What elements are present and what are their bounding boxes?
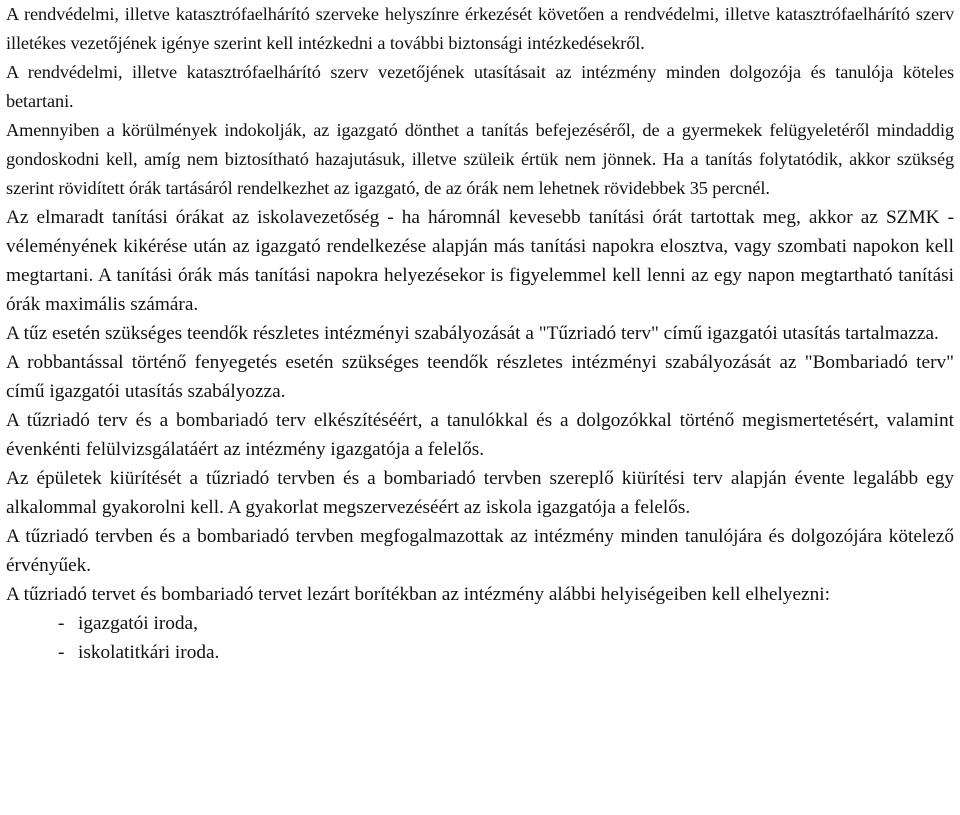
paragraph: A tűzriadó tervet és bombariadó tervet lezárt borítékban az intézmény alábbi helyiségeiben kell elhelyezni: — [6, 584, 830, 605]
paragraph: A rendvédelmi, illetve katasztrófaelhárító szerv vezetőjének utasításait az intézmény minden dolgozója és tanulója köteles betartani. — [6, 62, 954, 111]
list-item-text: iskolatitkári iroda. — [78, 642, 220, 663]
list-item — [6, 609, 954, 638]
paragraph: Amennyiben a körülmények indokolják, az igazgató dönthet a tanítás befejezéséről, de a gyermekek felügyeletéről mindaddig gondoskodni kell, amíg nem biztosítható hazajutásuk, illetve szüleik értük nem jönnek. Ha a tanítás folytatódik, akkor szükség szerint rövidített órák tartásáról rendelkezhet az igazgató, de az órák nem lehetnek rövidebbek 35 percnél. — [6, 120, 954, 198]
paragraph: A robbantással történő fenyegetés esetén szükséges teendők részletes intézményi szabályozását az "Bombariadó terv" című igazgatói utasítás szabályozza. — [6, 352, 954, 402]
list-item-text: igazgatói iroda, — [78, 613, 198, 634]
paragraph: Az épületek kiürítését a tűzriadó tervben és a bombariadó tervben szereplő kiürítési terv alapján évente legalább egy alkalommal gyakorolni kell. A gyakorlat megszervezéséért az iskola igazgatója a felelős. — [6, 468, 954, 518]
paragraph: A tűz esetén szükséges teendők részletes intézményi szabályozását a "Tűzriadó terv" című igazgatói utasítás tartalmazza. — [6, 323, 939, 344]
paragraph: Az elmaradt tanítási órákat az iskolavezetőség - ha háromnál kevesebb tanítási órát tartottak meg, akkor az SZMK - véleményének kikérése után az igazgató rendelkezése alapján más tanítási napokra elosztva, vagy szombati napokon kell megtartani. A tanítási órák más tanítási napokra helyezésekor is figyelemmel kell lenni az egy napon megtartható tanítási órák maximális számára. — [6, 207, 954, 315]
paragraph: A tűzriadó tervben és a bombariadó tervben megfogalmazottak az intézmény minden tanulójára és dolgozójára kötelező érvényűek. — [6, 526, 954, 576]
list-marker: - — [58, 613, 65, 634]
paragraph: A rendvédelmi, illetve katasztrófaelhárító szerveke helyszínre érkezését követően a rendvédelmi, illetve katasztrófaelhárító szerv illetékes vezetőjének igénye szerint kell intézkedni a további biztonsági intézkedésekről. — [6, 4, 954, 53]
paragraph: A tűzriadó terv és a bombariadó terv elkészítéséért, a tanulókkal és a dolgozókkal történő megismertetésért, valamint évenkénti felülvizsgálatáért az intézmény igazgatója a felelős. — [6, 410, 954, 460]
document-body — [6, 0, 954, 667]
location-list — [6, 609, 954, 667]
list-item — [6, 638, 954, 667]
list-marker: - — [58, 642, 65, 663]
